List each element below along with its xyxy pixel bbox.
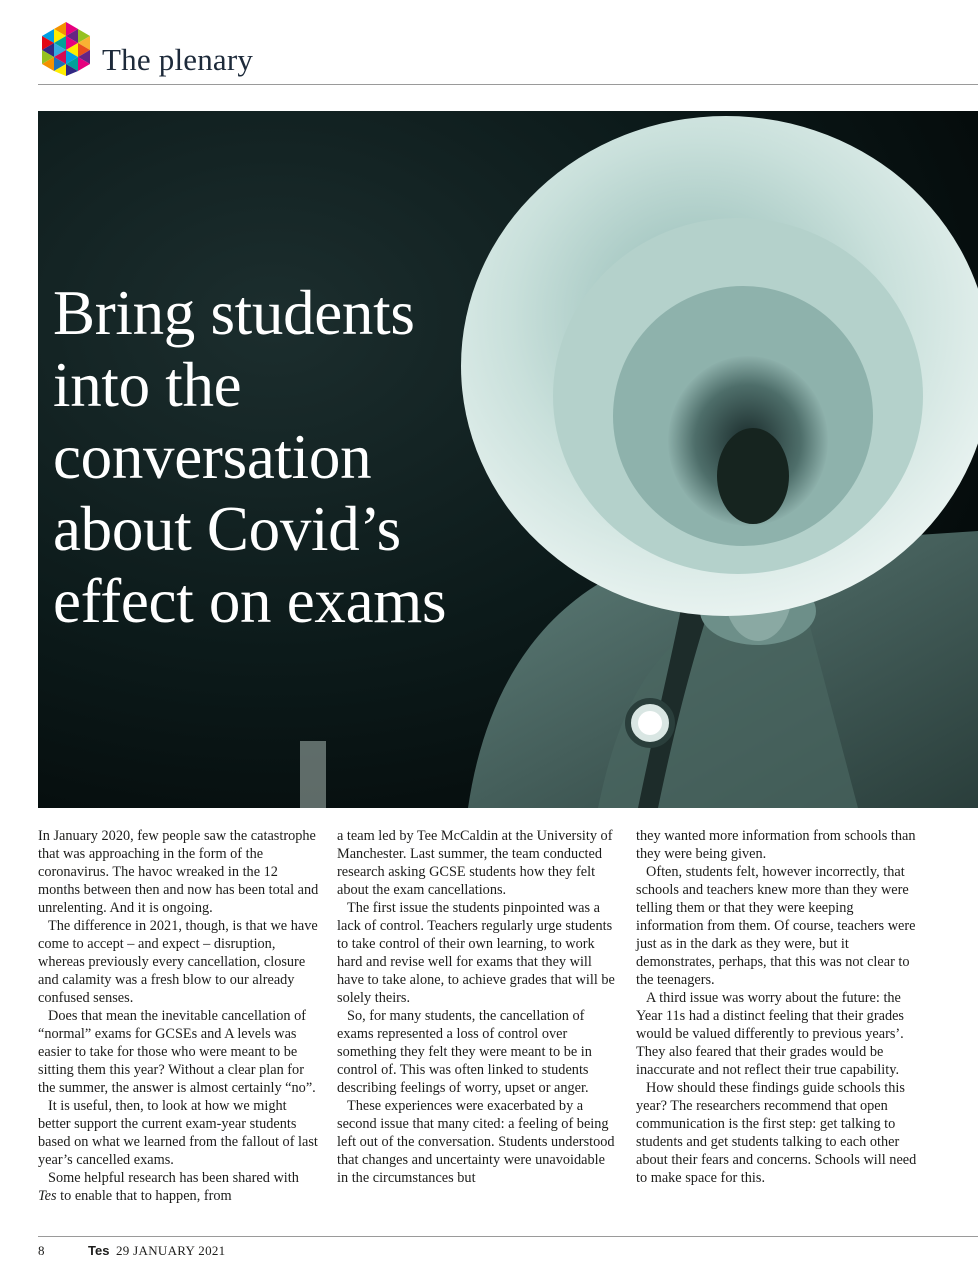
paragraph: Often, students felt, however incorrectly, that schools and teachers knew more than they were telling them or that they were keeping information from them. Of course, teachers were just as in the dark as they were, but it demonstrates, perhaps, that this was not clear to the teenagers. bbox=[636, 864, 916, 988]
issue-date: 29 JANUARY 2021 bbox=[116, 1243, 226, 1258]
section-title: The plenary bbox=[102, 42, 254, 77]
paragraph: Does that mean the inevitable cancellation of “normal” exams for GCSEs and A levels was easier to take for those who were meant to be sitting them this year? Without a clear plan for the summer, the answer is almost certainly “no”. bbox=[38, 1008, 316, 1096]
paragraph: In January 2020, few people saw the catastrophe that was approaching in the form of the coronavirus. The havoc wreaked in the 12 months between then and now has been total and unrelenting. And it is ongoing. bbox=[38, 828, 319, 916]
headline-line: effect on exams bbox=[53, 566, 447, 636]
publication-name: Tes bbox=[38, 1188, 57, 1204]
headline-line: about Covid’s bbox=[53, 494, 401, 564]
article-body bbox=[38, 827, 918, 1227]
paragraph: A third issue was worry about the future: the Year 11s had a distinct feeling that their grades would be valued differently to previous years’. They also feared that their grades would be inaccurate and not reflect their true capability. bbox=[636, 990, 904, 1078]
paragraph: Some helpful research has been shared with Tes to enable that to happen, from bbox=[38, 1170, 299, 1204]
logo-icon bbox=[38, 20, 94, 76]
article-column-2 bbox=[337, 827, 619, 1227]
page-header bbox=[0, 0, 978, 90]
hero-image bbox=[38, 111, 978, 808]
page-number: 8 bbox=[38, 1243, 45, 1258]
article-column-1 bbox=[38, 827, 320, 1227]
headline-line: conversation bbox=[53, 422, 372, 492]
paragraph: So, for many students, the cancellation of exams represented a loss of control over something they felt they were meant to be in control of. This was often linked to students describing feelings of worry, upset or anger. bbox=[337, 1008, 592, 1096]
paragraph: they wanted more information from schools than they were being given. bbox=[636, 828, 916, 862]
headline bbox=[53, 277, 523, 637]
paragraph: How should these findings guide schools this year? The researchers recommend that open communication is the first step: get talking to students and get students talking to each other about their fears and concerns. Schools will need to make space for this. bbox=[636, 1080, 917, 1186]
paragraph: The difference in 2021, though, is that we have come to accept – and expect – disruption, whereas previously every cancellation, closure and calamity was a fresh blow to our already confused senses. bbox=[38, 918, 318, 1006]
footer-divider bbox=[38, 1236, 978, 1237]
paragraph: It is useful, then, to look at how we might better support the current exam-year students based on what we learned from the fallout of last year’s cancelled exams. bbox=[38, 1098, 318, 1168]
header-divider bbox=[38, 84, 978, 85]
paragraph: a team led by Tee McCaldin at the University of Manchester. Last summer, the team conducted research asking GCSE students how they felt about the exam cancellations. bbox=[337, 828, 613, 898]
headline-line: Bring students bbox=[53, 278, 415, 348]
article-column-3 bbox=[636, 827, 918, 1227]
footer-brand: Tes bbox=[88, 1243, 110, 1258]
headline-line: into the bbox=[53, 350, 242, 420]
paragraph: These experiences were exacerbated by a second issue that many cited: a feeling of being left out of the conversation. Students understood that changes and uncertainty were unavoidable in the circumstances but bbox=[337, 1098, 615, 1186]
paragraph: The first issue the students pinpointed was a lack of control. Teachers regularly urge students to take control of their own learning, to work hard and revise well for exams that they will have to take alone, to achieve grades that will be solely theirs. bbox=[337, 900, 615, 1006]
